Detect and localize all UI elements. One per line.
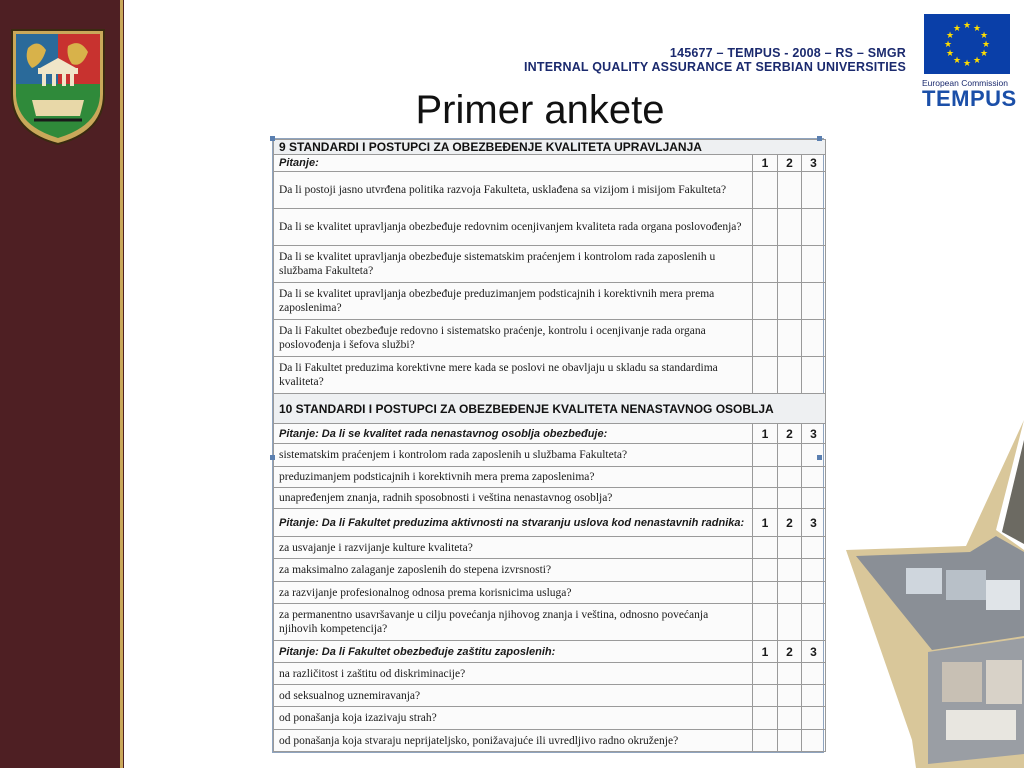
european-commission-label: European Commission bbox=[922, 78, 1008, 88]
question-label: Pitanje: Da li se kvalitet rada nenastavnog osoblja obezbeđuje: bbox=[274, 424, 753, 444]
survey-item-row bbox=[274, 172, 826, 209]
svg-text:★: ★ bbox=[972, 56, 982, 66]
rating-column-header: 3 bbox=[802, 155, 826, 172]
rating-column-header: 1 bbox=[753, 424, 778, 444]
survey-table-body bbox=[274, 140, 826, 752]
question-text: za permanentno usavršavanje u cilju povećanja njihovog znanja i veština, odnosno povećanja njihovih kompetencija? bbox=[274, 604, 753, 641]
rating-cell bbox=[753, 582, 778, 604]
university-crest-icon bbox=[8, 24, 108, 148]
rating-cell bbox=[753, 685, 778, 707]
tempus-logo bbox=[920, 14, 1017, 111]
rating-cell bbox=[802, 559, 826, 582]
survey-question-header-row bbox=[274, 509, 826, 537]
rating-column-header: 1 bbox=[753, 155, 778, 172]
survey-item-row bbox=[274, 357, 826, 394]
survey-question-header-row bbox=[274, 641, 826, 663]
svg-text:★: ★ bbox=[962, 21, 972, 31]
selection-handle bbox=[270, 455, 275, 460]
survey-item-row bbox=[274, 537, 826, 559]
rating-cell bbox=[778, 707, 802, 730]
rating-cell bbox=[753, 488, 778, 509]
rating-cell bbox=[802, 209, 826, 246]
svg-text:★: ★ bbox=[952, 56, 962, 66]
question-text: na različitost i zaštitu od diskriminacije? bbox=[274, 663, 753, 685]
rating-cell bbox=[753, 172, 778, 209]
question-text: unapređenjem znanja, radnih sposobnosti i veština nenastavnog osoblja? bbox=[274, 488, 753, 509]
rating-cell bbox=[802, 172, 826, 209]
rating-cell bbox=[778, 444, 802, 467]
question-label: Pitanje: bbox=[274, 155, 753, 172]
rating-column-header: 1 bbox=[753, 509, 778, 537]
rating-cell bbox=[778, 172, 802, 209]
selection-handle bbox=[270, 136, 275, 141]
rating-cell bbox=[753, 283, 778, 320]
rating-cell bbox=[753, 663, 778, 685]
question-text: za maksimalno zalaganje zaposlenih do stepena izvrsnosti? bbox=[274, 559, 753, 582]
rating-cell bbox=[802, 537, 826, 559]
rating-cell bbox=[778, 604, 802, 641]
survey-section-row bbox=[274, 140, 826, 155]
rating-cell bbox=[778, 488, 802, 509]
survey-item-row bbox=[274, 707, 826, 730]
rating-cell bbox=[778, 246, 802, 283]
svg-text:★: ★ bbox=[952, 24, 962, 34]
survey-item-row bbox=[274, 488, 826, 509]
svg-text:★: ★ bbox=[945, 49, 955, 59]
sidebar-accent-line bbox=[120, 0, 123, 768]
survey-question-header-row bbox=[274, 424, 826, 444]
survey-item-row bbox=[274, 685, 826, 707]
question-text: preduzimanjem podsticajnih i korektivnih mera prema zaposlenima? bbox=[274, 467, 753, 488]
survey-item-row bbox=[274, 582, 826, 604]
rating-cell bbox=[753, 537, 778, 559]
photo-star-decoration bbox=[846, 420, 1024, 768]
question-text: za usvajanje i razvijanje kulture kvaliteta? bbox=[274, 537, 753, 559]
project-code: 145677 – TEMPUS - 2008 – RS – SMGR bbox=[669, 46, 906, 60]
rating-cell bbox=[802, 663, 826, 685]
section-title: 10 STANDARDI I POSTUPCI ZA OBEZBEĐENJE KVALITETA NENASTAVNOG OSOBLJA bbox=[274, 394, 826, 424]
rating-cell bbox=[802, 604, 826, 641]
rating-cell bbox=[778, 559, 802, 582]
rating-cell bbox=[802, 730, 826, 752]
rating-cell bbox=[753, 209, 778, 246]
rating-cell bbox=[753, 320, 778, 357]
rating-cell bbox=[753, 604, 778, 641]
rating-column-header: 3 bbox=[802, 641, 826, 663]
survey-item-row bbox=[274, 663, 826, 685]
question-text: sistematskim praćenjem i kontrolom rada zaposlenih u službama Fakulteta? bbox=[274, 444, 753, 467]
rating-column-header: 2 bbox=[778, 509, 802, 537]
question-text: Da li Fakultet preduzima korektivne mere kada se poslovi ne obavljaju u skladu sa standardima kvaliteta? bbox=[274, 357, 753, 394]
slide-title: Primer ankete bbox=[415, 88, 665, 132]
rating-cell bbox=[753, 467, 778, 488]
rating-cell bbox=[802, 283, 826, 320]
rating-cell bbox=[778, 685, 802, 707]
rating-column-header: 1 bbox=[753, 641, 778, 663]
survey-item-row bbox=[274, 730, 826, 752]
rating-cell bbox=[802, 685, 826, 707]
question-label: Pitanje: Da li Fakultet obezbeđuje zaštitu zaposlenih: bbox=[274, 641, 753, 663]
rating-cell bbox=[802, 357, 826, 394]
project-subtitle: INTERNAL QUALITY ASSURANCE AT SERBIAN UNIVERSITIES bbox=[523, 60, 906, 74]
survey-item-row bbox=[274, 246, 826, 283]
survey-question-header-row bbox=[274, 155, 826, 172]
survey-item-row bbox=[274, 320, 826, 357]
question-text: Da li se kvalitet upravljanja obezbeđuje sistematskim praćenjem i kontrolom rada zaposlenih u službama Fakulteta? bbox=[274, 246, 753, 283]
survey-item-row bbox=[274, 467, 826, 488]
eu-flag-icon bbox=[924, 14, 1010, 74]
survey-item-row bbox=[274, 604, 826, 641]
question-text: za razvijanje profesionalnog odnosa prema korisnicima usluga? bbox=[274, 582, 753, 604]
rating-column-header: 3 bbox=[802, 424, 826, 444]
selection-handle bbox=[817, 136, 822, 141]
survey-table-image bbox=[272, 138, 824, 753]
svg-text:★: ★ bbox=[981, 40, 991, 50]
rating-column-header: 2 bbox=[778, 424, 802, 444]
rating-column-header: 3 bbox=[802, 509, 826, 537]
tempus-wordmark: TEMPUS bbox=[922, 86, 1017, 111]
rating-cell bbox=[753, 444, 778, 467]
rating-cell bbox=[802, 488, 826, 509]
question-text: Da li se kvalitet upravljanja obezbeđuje redovnim ocenjivanjem kvaliteta rada organa poslovođenja? bbox=[274, 209, 753, 246]
svg-text:★: ★ bbox=[962, 59, 972, 69]
rating-cell bbox=[753, 730, 778, 752]
question-text: od seksualnog uznemiravanja? bbox=[274, 685, 753, 707]
rating-column-header: 2 bbox=[778, 155, 802, 172]
rating-cell bbox=[778, 209, 802, 246]
survey-item-row bbox=[274, 444, 826, 467]
rating-cell bbox=[802, 467, 826, 488]
svg-text:★: ★ bbox=[972, 24, 982, 34]
rating-cell bbox=[802, 707, 826, 730]
rating-cell bbox=[778, 582, 802, 604]
question-label: Pitanje: Da li Fakultet preduzima aktivnosti na stvaranju uslova kod nenastavnih radnika: bbox=[274, 509, 753, 537]
rating-cell bbox=[778, 663, 802, 685]
survey-item-row bbox=[274, 559, 826, 582]
rating-cell bbox=[802, 246, 826, 283]
project-header bbox=[524, 46, 906, 74]
question-text: Da li se kvalitet upravljanja obezbeđuje preduzimanjem podsticajnih i korektivnih mera prema zaposlenima? bbox=[274, 283, 753, 320]
rating-cell bbox=[802, 320, 826, 357]
rating-cell bbox=[753, 559, 778, 582]
rating-cell bbox=[753, 246, 778, 283]
rating-cell bbox=[778, 537, 802, 559]
question-text: od ponašanja koja stvaraju neprijateljsko, ponižavajuće ili uvredljivo radno okruženje? bbox=[274, 730, 753, 752]
rating-column-header: 2 bbox=[778, 641, 802, 663]
svg-text:★: ★ bbox=[945, 31, 955, 41]
section-title: 9 STANDARDI I POSTUPCI ZA OBEZBEĐENJE KVALITETA UPRAVLJANJA bbox=[274, 140, 826, 155]
survey-item-row bbox=[274, 283, 826, 320]
svg-text:★: ★ bbox=[979, 31, 989, 41]
svg-text:★: ★ bbox=[979, 49, 989, 59]
question-text: od ponašanja koja izazivaju strah? bbox=[274, 707, 753, 730]
rating-cell bbox=[778, 357, 802, 394]
rating-cell bbox=[802, 582, 826, 604]
rating-cell bbox=[753, 357, 778, 394]
rating-cell bbox=[778, 730, 802, 752]
selection-handle bbox=[817, 455, 822, 460]
rating-cell bbox=[753, 707, 778, 730]
question-text: Da li postoji jasno utvrđena politika razvoja Fakulteta, usklađena sa vizijom i misijom Fakulteta? bbox=[274, 172, 753, 209]
svg-text:★: ★ bbox=[943, 40, 953, 50]
survey-item-row bbox=[274, 209, 826, 246]
rating-cell bbox=[778, 283, 802, 320]
survey-section-row bbox=[274, 394, 826, 424]
rating-cell bbox=[778, 467, 802, 488]
rating-cell bbox=[778, 320, 802, 357]
question-text: Da li Fakultet obezbeđuje redovno i sistematsko praćenje, kontrolu i ocenjivanje rada organa poslovođenja i šefova službi? bbox=[274, 320, 753, 357]
